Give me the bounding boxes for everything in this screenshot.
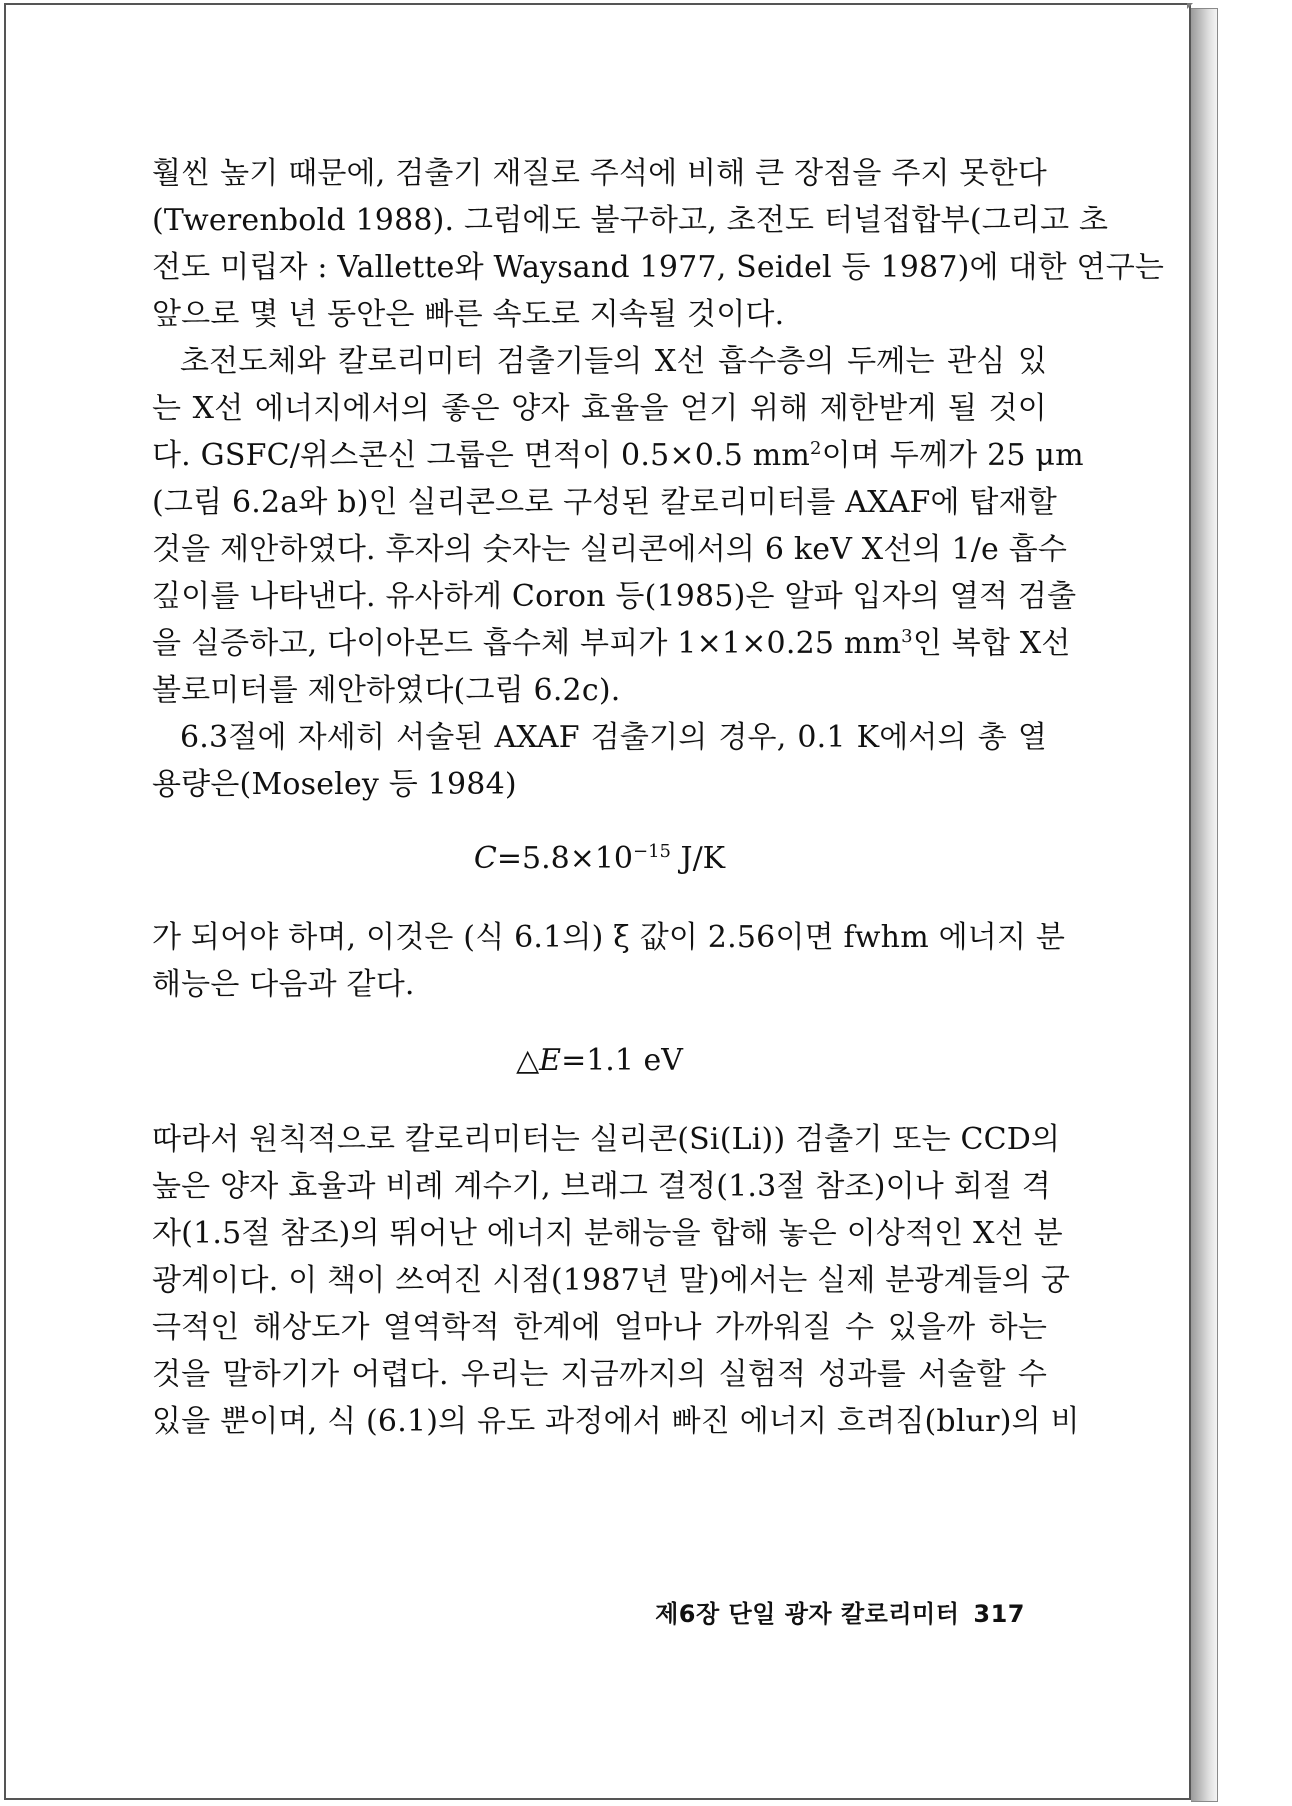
text-line: 6.3절에 자세히 서술된 AXAF 검출기의 경우, 0.1 K에서의 총 열	[180, 720, 1047, 755]
text-line: 해능은 다음과 같다.	[152, 967, 415, 1002]
text-line: 깊이를 나타낸다. 유사하게 Coron 등(1985)은 알파 입자의 열적 검출	[152, 579, 1077, 614]
text-line-gsfc	[152, 432, 1084, 479]
text-line: (Twerenbold 1988). 그럼에도 불구하고, 초전도 터널접합부(그리고 초	[152, 203, 1109, 238]
text-line: 앞으로 몇 년 동안은 빠른 속도로 지속될 것이다.	[152, 297, 785, 332]
text-line: 볼로미터를 제안하였다(그림 6.2c).	[152, 673, 621, 708]
text-line: 가 되어야 하며, 이것은 (식 6.1의) ξ 값이 2.56이면 fwhm 에너지 분	[152, 920, 1066, 955]
superscript: 2	[810, 438, 822, 459]
text-segment: 다. GSFC/위스콘신 그룹은 면적이 0.5×0.5 mm	[152, 438, 811, 473]
text-line: 는 X선 에너지에서의 좋은 양자 효율을 얻기 위해 제한받게 될 것이	[152, 391, 1047, 426]
superscript: 3	[901, 626, 913, 647]
text-line: 있을 뿐이며, 식 (6.1)의 유도 과정에서 빠진 에너지 흐려짐(blur)의 비	[152, 1404, 1080, 1439]
equation-part: =5.8×10	[496, 841, 634, 876]
text-line: 극적인 해상도가 열역학적 한계에 얼마나 가까워질 수 있을까 하는	[152, 1310, 1047, 1345]
text-line: 용량은(Moseley 등 1984)	[152, 767, 517, 802]
text-segment: 이며 두께가 25 μm	[821, 438, 1084, 473]
text-line: 자(1.5절 참조)의 뛰어난 에너지 분해능을 합해 놓은 이상적인 X선 분	[152, 1216, 1063, 1251]
equation-symbol: E	[539, 1043, 562, 1078]
text-line: 초전도체와 칼로리미터 검출기들의 X선 흡수층의 두께는 관심 있	[180, 344, 1047, 379]
text-line: 광계이다. 이 책이 쓰여진 시점(1987년 말)에서는 실제 분광계들의 궁	[152, 1263, 1071, 1298]
equation-part: =1.1 eV	[561, 1043, 683, 1078]
text-line: 높은 양자 효율과 비례 계수기, 브래그 결정(1.3절 참조)이나 회절 격	[152, 1169, 1051, 1204]
text-line: 따라서 원칙적으로 칼로리미터는 실리콘(Si(Li)) 검출기 또는 CCD의	[152, 1122, 1061, 1157]
equation-part: J/K	[671, 841, 726, 876]
text-line-diamond	[152, 620, 1071, 667]
body-text	[152, 150, 1165, 1445]
page-stack-edge	[1191, 8, 1218, 1802]
text-line: 전도 미립자 : Vallette와 Waysand 1977, Seidel 등 1987)에 대한 연구는	[152, 250, 1165, 285]
text-line: 것을 제안하였다. 후자의 숫자는 실리콘에서의 6 keV X선의 1/e 흡수	[152, 532, 1068, 567]
text-line: 것을 말하기가 어렵다. 우리는 지금까지의 실험적 성과를 서술할 수	[152, 1357, 1047, 1392]
equation-heat-capacity	[152, 836, 1047, 881]
text-line: 훨씬 높기 때문에, 검출기 재질로 주석에 비해 큰 장점을 주지 못한다	[152, 156, 1047, 191]
text-segment: 인 복합 X선	[912, 626, 1071, 661]
text-segment: 을 실증하고, 다이아몬드 흡수체 부피가 1×1×0.25 mm	[152, 626, 902, 661]
equation-part: △	[516, 1043, 540, 1078]
page-corner-shadow	[1187, 3, 1193, 9]
equation-energy-resolution	[152, 1038, 1047, 1083]
page-number: 317	[973, 1600, 1025, 1628]
chapter-title: 제6장 단일 광자 칼로리미터	[655, 1600, 960, 1628]
equation-exponent: −15	[633, 841, 672, 862]
equation-symbol: C	[473, 841, 497, 876]
running-footer	[655, 1594, 1025, 1629]
text-line: (그림 6.2a와 b)인 실리콘으로 구성된 칼로리미터를 AXAF에 탑재할	[152, 485, 1057, 520]
